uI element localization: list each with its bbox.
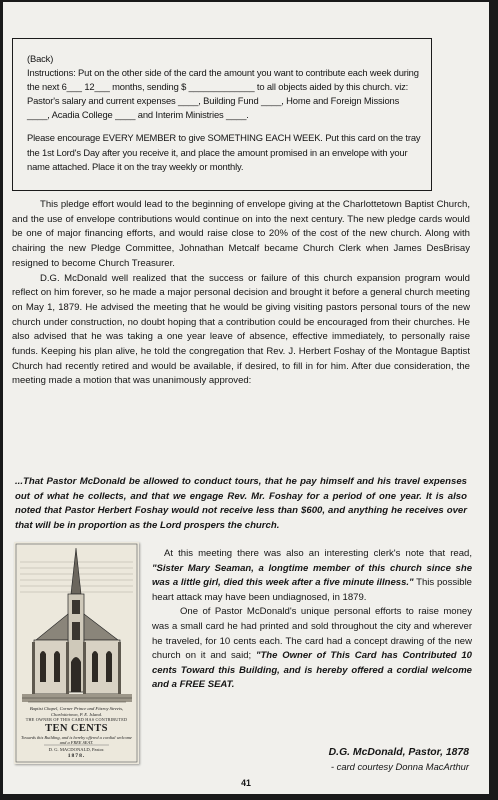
card-caption-location: Baptist Chapel, Corner Prince and Fitzroy Streets, Charlottetown, P. E. Island. <box>29 706 124 717</box>
body-text <box>12 198 470 389</box>
right-column-text <box>152 547 472 693</box>
card-caption-year: 1878. <box>67 753 86 759</box>
church-card-photo <box>14 542 139 764</box>
clerk-note-quote: "Sister Mary Seaman, a longtime member of this church since she was a little girl, died this week after a five minute illness." <box>152 562 472 589</box>
paragraph-pledge-effort: This pledge effort would lead to the beginning of envelope giving at the Charlottetown Baptist Church, and the use of envelope contributions would continue on into the next century. The new pledge cards would be one of major financing efforts, and would raise close to 20% of the cost of the new church. Along with chairing the new Pledge Committee, Johnathan Metcalf became Church Clerk when James DesBrisay resigned to become Church Treasurer. <box>12 199 470 269</box>
card-caption-owner: THE OWNER OF THIS CARD HAS CONTRIBUTED <box>25 717 128 722</box>
meeting-motion-quote: ...That Pastor McDonald be allowed to conduct tours, that he pay himself and his travel expenses out of what he collects, and that we engage Rev. Mr. Foshay for a period of one year. It is also noted that Pastor Herbert Foshay would not receive less than $600, and anything he receives over that will be in proportion as the Lord prospers the church. <box>15 476 467 531</box>
paragraph-ten-cent-card: One of Pastor McDonald's unique personal efforts to raise money was a small card he had printed and sold throughout the city and wherever he traveled, for 10 cents each. The card had a concept drawing of the new church on it and said; "The Owner of This Card has Contributed 10 cents Toward this Building, and is hereby offered a cordial welcome and a FREE SEAT. <box>152 606 472 691</box>
card-caption-amount: TEN CENTS <box>45 723 108 734</box>
card-back-instructions: Instructions: Put on the other side of the card the amount you want to contribute each week during the next 6___ 12___ months, sending $ _____________ to all objects aided by this church. viz: Pastor's salary and current expenses ____, Building Fund ____, Home and Foreign Missions ____, Acadia College ____ and Interim Ministries ____. <box>27 67 419 121</box>
signature-block <box>203 746 469 774</box>
image-credit: - card courtesy Donna MacArthur <box>330 761 469 772</box>
pledge-card-back-box <box>12 38 432 191</box>
paragraph-clerk-note: At this meeting there was also an interesting clerk's note that read, "Sister Mary Seaman, a longtime member of this church since she was a little girl, died this week after a five minute illness." This possible heart attack may have been undiagnosed, in 1879. <box>152 548 472 603</box>
signature-name: D.G. McDonald, Pastor, 1878 <box>328 747 469 758</box>
book-page <box>3 2 489 794</box>
card-back-encouragement: Please encourage EVERY MEMBER to give SOMETHING EACH WEEK. Put this card on the tray the 1st Lord's Day after you receive it, and place the amount promised in an envelope with your name attached. Place it on the tray weekly or monthly. <box>27 132 421 172</box>
paragraph-mcdonald-decision: D.G. McDonald well realized that the success or failure of this church expansion program would reflect on him forever, so he made a major personal decision and brought it before a general church meeting on May 1, 1879. He advised the meeting that he would be giving visiting pastors personal tours of the new church under construction, no doubt hoping that a contribution could be encouraged from their churches. He also advised that he was taking a one year leave of absence, effective immediately, to personally raise funds. Keeping his plan alive, he told the congregation that Rev. J. Herbert Foshay of the Montague Baptist Church had recently retired and would be available, if desired, to fill in for him. After due consideration, the meeting made a motion that was unanimously approved: <box>12 272 470 387</box>
card-text-quote: "The Owner of This Card has Contributed 10 cents Toward this Building, and is hereby offered a cordial welcome and a FREE SEAT. <box>152 650 472 691</box>
card-back-heading: (Back) <box>27 53 54 64</box>
card-caption-pastor: D. G. MACDONALD, Pastor. <box>48 747 105 752</box>
page-number: 41 <box>241 778 251 788</box>
card-caption-welcome: Towards this Building, and is hereby offered a cordial welcome and a FREE SEAT. <box>21 735 132 746</box>
